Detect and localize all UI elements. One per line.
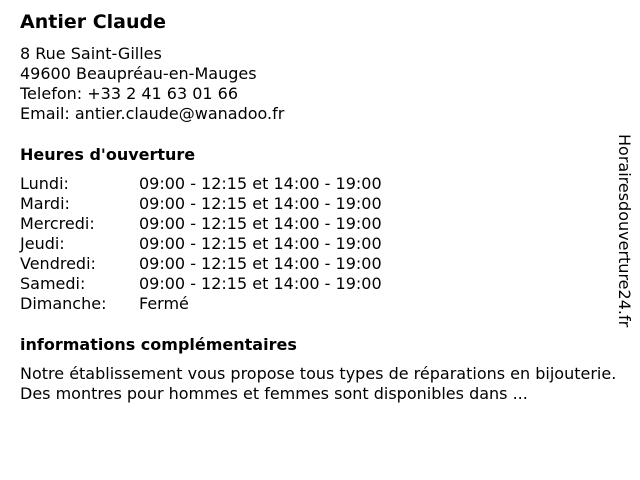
phone-number: Telefon: +33 2 41 63 01 66 [20, 84, 239, 103]
hours-row-wednesday [20, 214, 382, 234]
business-name: Antier Claude [20, 11, 166, 33]
time-range: Fermé [139, 294, 189, 313]
hours-row-tuesday [20, 194, 382, 214]
day-label: Dimanche: [20, 294, 107, 313]
day-label: Mercredi: [20, 214, 95, 233]
hours-row-monday [20, 174, 382, 194]
time-range: 09:00 - 12:15 et 14:00 - 19:00 [139, 194, 382, 213]
hours-row-friday [20, 254, 382, 274]
time-range: 09:00 - 12:15 et 14:00 - 19:00 [139, 274, 382, 293]
time-range: 09:00 - 12:15 et 14:00 - 19:00 [139, 234, 382, 253]
time-range: 09:00 - 12:15 et 14:00 - 19:00 [139, 174, 382, 193]
site-watermark: Horairesdouverture24.fr [615, 134, 634, 328]
time-range: 09:00 - 12:15 et 14:00 - 19:00 [139, 254, 382, 273]
additional-info-text: Notre établissement vous propose tous types de réparations en bijouterie. Des montres pour hommes et femmes sont disponibles dans ... [20, 364, 617, 403]
day-label: Lundi: [20, 174, 69, 193]
day-label: Mardi: [20, 194, 70, 213]
day-label: Jeudi: [20, 234, 65, 253]
hours-row-thursday [20, 234, 382, 254]
email-address: Email: antier.claude@wanadoo.fr [20, 104, 285, 123]
street-address: 8 Rue Saint-Gilles [20, 44, 162, 63]
time-range: 09:00 - 12:15 et 14:00 - 19:00 [139, 214, 382, 233]
hours-row-sunday [20, 294, 382, 314]
address-block [20, 44, 284, 124]
additional-info-heading: informations complémentaires [20, 335, 297, 354]
city-postal: 49600 Beaupréau-en-Mauges [20, 64, 257, 83]
opening-hours-table [20, 174, 382, 314]
opening-hours-heading: Heures d'ouverture [20, 145, 196, 164]
hours-row-saturday [20, 274, 382, 294]
day-label: Samedi: [20, 274, 86, 293]
day-label: Vendredi: [20, 254, 96, 273]
